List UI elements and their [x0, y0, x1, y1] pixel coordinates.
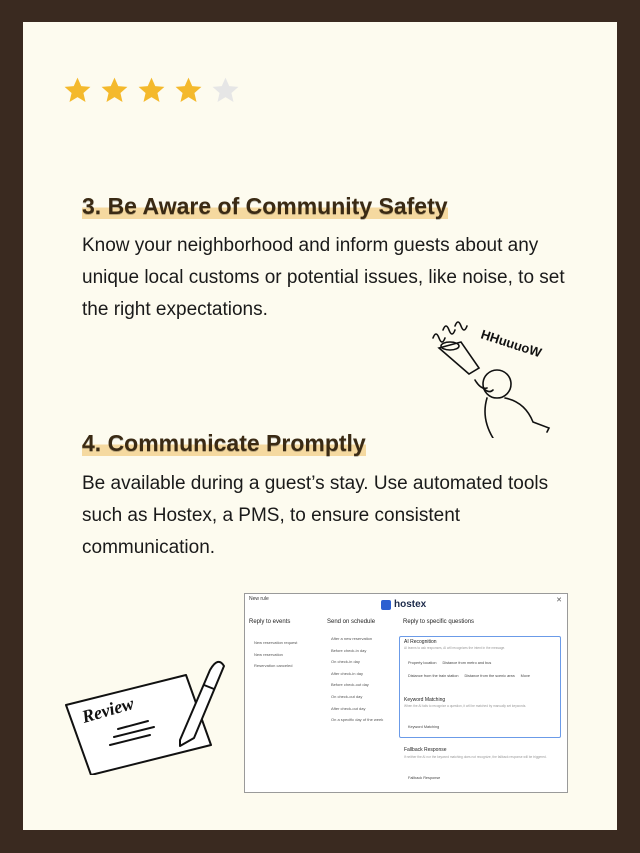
list-item[interactable]: After a new reservation [331, 636, 373, 641]
fallback-title: Fallback Response [404, 747, 447, 753]
list-item[interactable]: New reservation request [254, 640, 298, 645]
tab-reply-to-events[interactable]: Reply to events [249, 619, 291, 625]
section4-title: 4. Communicate Promptly [82, 430, 366, 456]
list-item[interactable]: On check-out day [331, 693, 363, 699]
star-filled-icon [62, 75, 93, 106]
section3-body: Know your neighborhood and inform guests about any unique local customs or potential issues, like noise, to set the right expectations. [82, 235, 565, 320]
chip[interactable]: Distance from metro and bus [442, 661, 492, 665]
close-icon[interactable]: ✕ [556, 597, 562, 604]
tab-reply-to-questions[interactable]: Reply to specific questions [403, 619, 475, 625]
chip[interactable]: Fallback Response [408, 776, 441, 780]
star-filled-icon [136, 75, 167, 106]
list-item[interactable]: On check-in day [331, 659, 360, 665]
megaphone-person-doodle [425, 318, 560, 438]
megaphone-text: HHuuuoW [479, 326, 544, 361]
star-filled-icon [173, 75, 204, 106]
star-filled-icon [99, 75, 130, 106]
chip[interactable]: Keyword Matching [408, 725, 440, 729]
hostex-screenshot [244, 593, 568, 793]
ai-recognition-desc: AI learns to ask responses, AI will recognizes the intent in the message. [404, 646, 506, 650]
section4-body: Be available during a guest’s stay. Use automated tools such as Hostex, a PMS, to ensure consistent communication. [82, 473, 549, 558]
tab-send-on-schedule[interactable]: Send on schedule [327, 619, 376, 625]
list-item[interactable]: Before check-out day [331, 682, 369, 688]
brand-name: hostex [394, 599, 427, 610]
review-paper-doodle [62, 645, 237, 775]
ai-keyword-panel [399, 636, 561, 738]
fallback-desc: If neither the AI nor the keyword matching does not recognize, the fallback response will be triggered. [404, 755, 547, 759]
ai-chips-row1 [408, 661, 491, 665]
chip[interactable]: Property location [408, 661, 437, 665]
list-item[interactable]: After check-in day [331, 670, 364, 676]
section3-title: 3. Be Aware of Community Safety [82, 193, 448, 219]
star-rating [62, 75, 241, 106]
keyword-matching-title: Keyword Matching [404, 697, 446, 703]
hostex-logo [381, 599, 426, 610]
fallback-chip-row [408, 776, 440, 780]
keyword-chip-row [408, 725, 439, 729]
star-empty-icon [210, 75, 241, 106]
hostex-logo-icon [381, 600, 391, 610]
schedule-list [331, 636, 383, 729]
list-item[interactable]: On a specific day of the week [331, 717, 384, 723]
window-title: New rule [249, 596, 269, 602]
review-text: Review [79, 693, 137, 727]
list-item[interactable]: Before check-in day [331, 647, 367, 653]
ai-chips-row2 [408, 674, 530, 678]
chip[interactable]: Distance from the train station [408, 674, 459, 678]
events-list [254, 640, 297, 675]
keyword-matching-desc: When the AI fails to recognize a question, it will be matched by manually set keywords. [404, 704, 527, 708]
list-item[interactable]: New reservation [254, 651, 283, 657]
chip[interactable]: Move [520, 674, 530, 678]
list-item[interactable]: After check-out day [331, 705, 366, 711]
list-item[interactable]: Reservation canceled [254, 663, 293, 669]
ai-recognition-title: AI Recognition [404, 639, 437, 645]
chip[interactable]: Distance from the scenic area [464, 674, 515, 678]
